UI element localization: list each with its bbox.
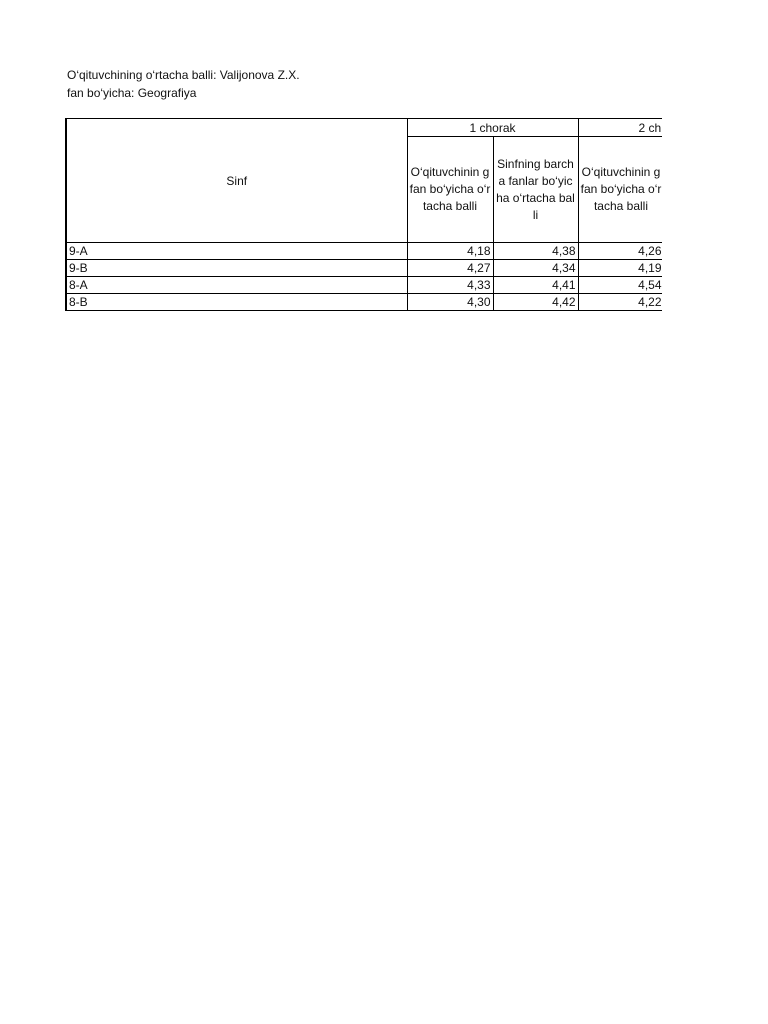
quarter-1-header: 1 chorak	[407, 119, 578, 137]
class-name-cell: 9-B	[66, 260, 407, 277]
q1-class-all-subjects-header: Sinfning barcha fanlar bo‘yicha o‘rtacha balli	[493, 137, 578, 243]
teacher-average-title: O‘qituvchining o‘rtacha balli: Valijonova Z.X.	[67, 68, 300, 82]
value-cell: 4,22	[578, 294, 662, 311]
value-cell: 4,30	[407, 294, 493, 311]
value-cell: 4,26	[578, 243, 662, 260]
class-name-cell: 8-B	[66, 294, 407, 311]
value-cell: 4,27	[407, 260, 493, 277]
value-cell: 4,38	[493, 243, 578, 260]
grades-table-container	[65, 118, 662, 318]
table-row	[66, 294, 662, 311]
q1-teacher-average-header: O‘qituvchinin g fan bo‘yicha o‘rtacha balli	[407, 137, 493, 243]
table-row	[66, 243, 662, 260]
value-cell: 4,33	[407, 277, 493, 294]
class-column-header: Sinf	[66, 119, 407, 243]
value-cell: 4,54	[578, 277, 662, 294]
table-row	[66, 260, 662, 277]
value-cell: 4,42	[493, 294, 578, 311]
value-cell: 4,34	[493, 260, 578, 277]
quarter-2-header: 2 ch	[578, 119, 662, 137]
grades-table	[65, 118, 662, 311]
q2-teacher-average-header: O‘qituvchinin g fan bo‘yicha o‘rtacha balli	[578, 137, 662, 243]
header-row-quarters	[66, 119, 662, 137]
class-name-cell: 8-A	[66, 277, 407, 294]
value-cell: 4,18	[407, 243, 493, 260]
table-row	[66, 277, 662, 294]
class-name-cell: 9-A	[66, 243, 407, 260]
value-cell: 4,19	[578, 260, 662, 277]
value-cell: 4,41	[493, 277, 578, 294]
subject-line: fan bo‘yicha: Geografiya	[67, 86, 197, 100]
